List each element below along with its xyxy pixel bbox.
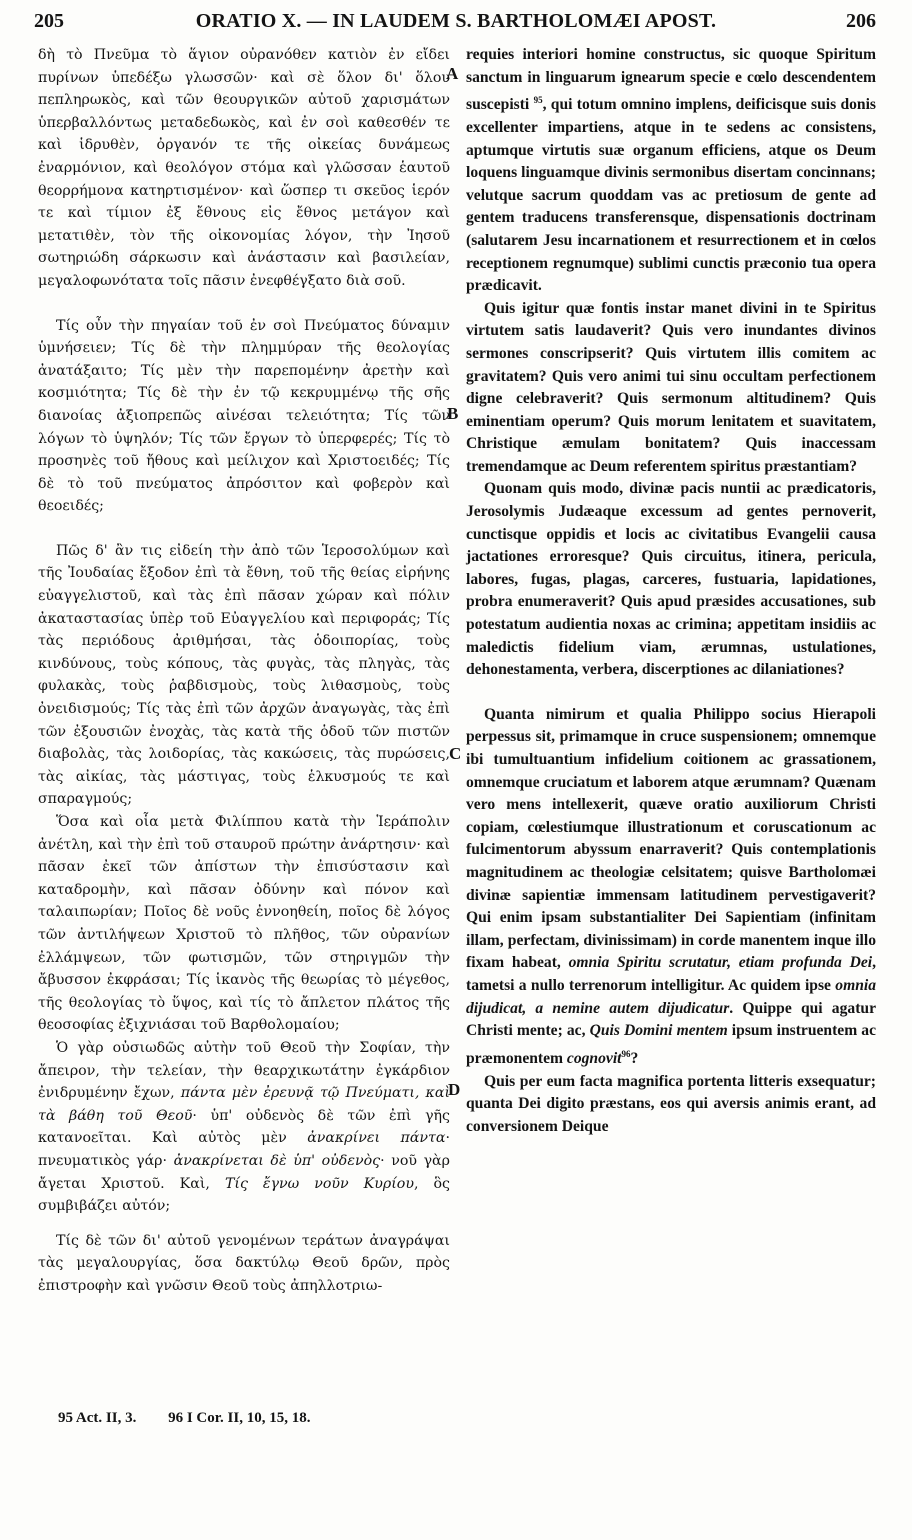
greek-quote: ἀνακρίνει πάντα [307,1130,446,1147]
latin-paragraph-5: Quis per eum facta magnifica portenta litteris exsequatur; quanta Dei digito præstans, eos qui aversis animis erant, ad conversionem Deique [466,1072,876,1135]
greek-text: · πνευματικὸς γάρ· [38,1130,450,1169]
greek-text: , ὃς συμβιβάζει αὐτόν; [38,1175,450,1215]
footnote-ref-96: 96 [621,1048,631,1059]
footnote-ref-95: 95 [533,95,543,106]
greek-quote: Τίς ἔγνω νοῦν Κυρίου [224,1175,414,1192]
latin-paragraph-1 [466,44,876,298]
page-header [18,10,894,44]
latin-column [466,44,876,1138]
latin-text: ? [630,1049,639,1067]
section-marker-b: B [447,404,459,423]
greek-quote: πάντα μὲν ἐρευνᾷ τῷ Πνεύματι, καὶ τὰ βάθη τοῦ Θεοῦ [38,1085,451,1124]
greek-text: Ὁ γὰρ οὐσιωδῶς αὐτὴν τοῦ Θεοῦ τὴν Σοφίαν, τὴν ἄπειρον, τὴν τελείαν, τὴν θεαρχικωτάτην ἐγκάρδιον ἐνιδρυμένην ἔχων, [38,1039,450,1102]
page-number-left: 205 [34,10,64,32]
latin-text: . Quippe qui agatur Christi mente; ac, [466,999,876,1040]
greek-quote: ἀνακρίνεται δὲ ὑπ' οὐδενὸς [173,1152,381,1169]
page-number-right: 206 [846,10,876,32]
footnotes [58,1410,338,1427]
greek-paragraph-3: Πῶς δ' ἂν τις εἰδείη τὴν ἀπὸ τῶν Ἱεροσολύμων καὶ τῆς Ἰουδαίας ἔξοδον ἐπὶ τὰ ἔθνη, τοῦ τῆς θείας εἰρήνης εὐαγγελιστοῦ, καὶ τὰς ἐπὶ πᾶσαν χώραν καὶ πόλιν ἀκαταστασίας ὑπὲρ τοῦ Εὐαγγελίου καὶ περιφοράς; Τίς τὰς περιόδους ἀριθμήσαι, τὰς ὁδοιπορίας, τοὺς κινδύνους, τοὺς κόπους, τὰς φυγὰς, τὰς πληγὰς, τὰς φυλακὰς, τοὺς ῥαβδισμοὺς, τοὺς λιθασμοὺς, τοὺς ὀνειδισμούς; Τίς τὰς ἐπὶ τῶν ἀρχῶν ἀναγωγὰς, τὰς ἐπὶ τῶν ἐξουσιῶν ἐνοχὰς, τὰς κατὰ τῆς ὁδοῦ τῶν πιστῶν διαβολὰς, τὰς λοιδορίας, τὰς κακώσεις, τὰς πυρώσεις, τὰς αἰκίας, τὰς μάστιγας, τοὺς ἑλκυσμούς τε καὶ σπαραγμούς; [38,542,450,808]
greek-paragraph-1: δὴ τὸ Πνεῦμα τὸ ἅγιον οὐρανόθεν κατιὸν ἐν εἴδει πυρίνων ὑπεδέξω γλωσσῶν· καὶ σὲ ὅλον δι' ὅλου πεπληρωκὸς, καὶ τῶν θεουργικῶν αὐτοῦ χαρισμάτων ὑπερβαλλόντως μεταδεδωκὸς, καὶ ἐν σοὶ καθεσθέν τε καὶ ἱδρυθὲν, ὀργανόν τε τῆς οἰκείας δυνάμεως ἐναρμόνιον, καὶ θεολόγον στόμα καὶ γλῶσσαν ἑαυτοῦ θεορρήμονα κατηρτισμένον· καὶ ὥσπερ τι σκεῦος ἱερόν τε καὶ τίμιον ἐξ ἔθνους εἰς ἔθνος μετάγον καὶ μετατιθὲν, τὸν τῆς οἰκονομίας λόγον, τὴν Ἰησοῦ σωτηριώδη σάρκωσιν καὶ ἀνάστασιν καὶ βασιλείαν, μεγαλοφωνότατα τοῖς πᾶσιν ἐνεφθέγξατο διὰ σοῦ. [38,47,450,289]
greek-paragraph-5 [38,1037,450,1218]
greek-column [38,44,450,1297]
greek-text: · ὑπ' οὐδενὸς δὲ τῶν ἐπὶ γῆς κατανοεῖται. Καὶ αὐτὸς μὲν [38,1107,450,1147]
greek-paragraph-4: Ὅσα καὶ οἷα μετὰ Φιλίππου κατὰ τὴν Ἱεράπολιν ἀνέτλη, καὶ τὴν ἐπὶ τοῦ σταυροῦ πρώτην ἀνάρτησιν· καὶ πᾶσαν ἐκεῖ τῶν ἀπίστων τὴν ἐπισύστασιν καὶ καταδρομὴν, καὶ πᾶσαν ὀδύνην καὶ πόνον καὶ ταλαιπωρίαν; Ποῖος δὲ νοῦς ἐννοηθείη, ποῖος δὲ λόγος τῶν ἀντιλήψεων Χριστοῦ τὸ πλῆθος, τῶν οὐρανίων ἐλλάμψεων, τῶν φωτισμῶν, τῶν στηριγμῶν τὴν ἄβυσσον ἐκφράσαι; Τίς ἱκανὸς τῆς θεωρίας τὸ μέγεθος, τῆς θεολογίας τὸ ὕψος, καὶ τίς τὸ ἄπλετον πλάτος τῆς θεοσοφίας ἐξιχνιάσαι τοῦ Βαρθολομαίου; [38,814,450,1034]
latin-text: Quanta nimirum et qualia Philippo socius Hierapoli perpessus sit, primamque in cruce suspensionem; omnemque ibi tumultuantium infidelium coitionem ac grassationem, omnemque cruciatum et laborem atque ærumnam? Quænam vero mens intellexerit, quæve oratio auxiliorum Christi copiam, cœlestiumque illustrationum et coruscationum ac fulcimentorum abyssum enarraverit? Quis contemplationis magnitudinem ac theologiæ celsitatem; quisve Bartholomæi divinæ sapientiæ immensam latitudinem pervestigaverit? Qui enim ipsam substantialiter Dei Sapientiam (infinitam illam, perfectam, divinissimam) in corde manentem inque illo fixam habeat, [466,705,876,972]
latin-text: , qui totum omnino implens, deificisque suis donis excellenter impartiens, atque in te sedens ac consistens, aptumque virtutis suæ organum efficiens, atque os Deum loquens linguamque divinis sermonibus disertam concinnans; velutque sacrum quoddam vas ac pretiosum de gente ad gentem traducens transferensque, dispensationis doctrinam (salutarem Jesu incarnationem et resurrectionem et in cœlos receptionem regnumque) sublimi cunctis præconio tua opera prædicavit. [466,96,876,295]
greek-text: · νοῦ γὰρ ἄγεται Χριστοῦ. Καὶ, [38,1152,450,1192]
section-marker-a: A [446,64,459,83]
latin-quote: cognovit [566,1049,622,1067]
running-title: ORATIO X. — IN LAUDEM S. BARTHOLOMÆI APOST. [195,10,717,32]
greek-paragraph-2: Τίς οὖν τὴν πηγαίαν τοῦ ἐν σοὶ Πνεύματος δύναμιν ὑμνήσειεν; Τίς δὲ τὴν πλημμύραν τῆς θεολογίας ἀνατάξαιτο; Τίς μὲν τὴν παρεπομένην ἀρετὴν καὶ κοσμιότητα; Τίς δὲ τὴν ἐν τῷ κεκρυμμένῳ τῆς σῆς διανοίας ἀξιοπρεπῶς αἰνέσαι τελειότητα; Τίς τῶν λόγων τὸ ὑψηλόν; Τίς τῶν ἔργων τὸ ὑπερφερές; Τίς τὸ προσηνὲς τοῦ ἤθους καὶ μείλιχον καὶ Χριστοειδές; Τίς δὲ τὸ τοῦ πνεύματος ἀπρόσιτον καὶ φοβερὸν καὶ θεοειδές; [38,317,450,515]
latin-quote: omnia dijudicat, a nemine autem dijudicatur [466,976,876,1017]
latin-quote: omnia Spiritu scrutatur, etiam profunda Dei [568,954,873,972]
section-marker-d: D [448,1080,461,1099]
greek-paragraph-6: Τίς δὲ τῶν δι' αὐτοῦ γενομένων τεράτων ἀναγράψαι τὰς μεγαλουργίας, ὅσα δακτύλῳ Θεοῦ δρῶν, πρὸς ἐπιστροφὴν καὶ γνῶσιν Θεοῦ τοὺς ἀπηλλοτριω- [38,1232,450,1294]
latin-text: requies interiori homine constructus, sic quoque Spiritum sanctum in linguarum ignearum specie e cœlo descendentem suscepisti [466,46,876,114]
footnote-95: 95 Act. II, 3. [58,1410,137,1426]
latin-text: , tametsi a nullo terrenorum intelligitur. Ac quidem ipse [466,954,876,994]
latin-text: ipsum instruentem ac præmonentem [466,1022,876,1067]
section-marker-c: C [449,744,462,763]
latin-quote: Quis Domini mentem [589,1022,728,1040]
latin-paragraph-3: Quonam quis modo, divinæ pacis nuntii ac prædicatoris, Jerosolymis Judæaque excessum ad gentes pernoverit, cunctisque oppidis et locis ac civitatibus Evangelii causa jactationes erroresque? Quis circuitus, itinera, pericula, labores, fugas, plagas, carceres, fustuaria, lapidationes, probra enumeraverit? Quis apud præsides accusationes, sub potestatum audientia noxas ac crimina; appetitam insidiis ac maledictis fidelium viam, ærumnas, ustulationes, dehonestamenta, verbera, discerptiones ac dilaniationes? [466,480,876,679]
latin-paragraph-4 [466,704,876,1071]
latin-paragraph-2: Quis igitur quæ fontis instar manet divini in te Spiritus virtutem satis laudaverit? Quis vero inundantes divinos sermones conscripserit? Quis virtutem illis comitem ac gravitatem? Quis vero animi tui sinu occultam perfectionem digne celebraverit? Quis sermonum altitudinem? Quis eminentiam operum? Quis morum lenitatem et suavitatem, Christique æmulam bonitatem? Quis inaccessam tremendamque ac Deum referentem spiritus præstantiam? [466,299,876,475]
footnote-96: 96 I Cor. II, 10, 15, 18. [168,1410,311,1426]
